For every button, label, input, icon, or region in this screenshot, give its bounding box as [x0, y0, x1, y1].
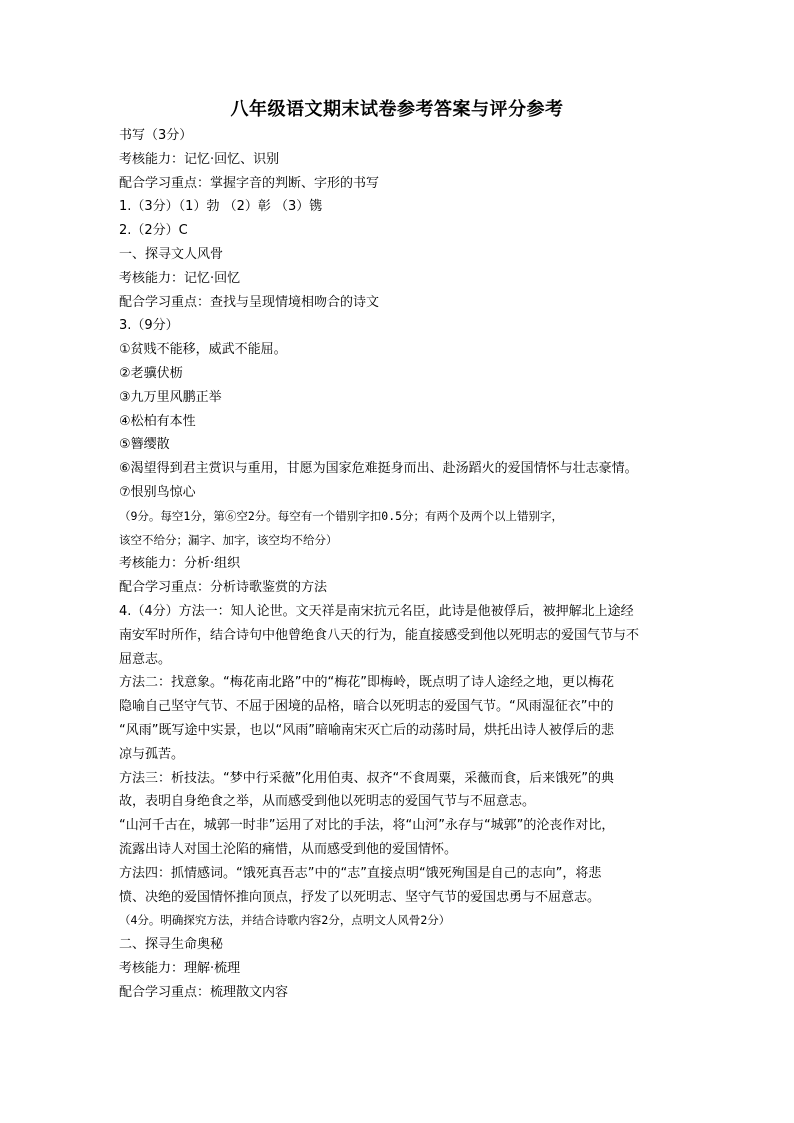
document-title: 八年级语文期末试卷参考答案与评分参考 — [230, 99, 564, 120]
answer-q3-item: ⑥渴望得到君主赏识与重用，甘愿为国家危难挺身而出、赴汤蹈火的爱国情怀与壮志豪情。 — [119, 461, 638, 477]
paragraph-line: 愤、决绝的爱国情怀推向顶点，抒发了以死明志、坚守气节的爱国忠勇与不屈意志。 — [119, 889, 601, 905]
focus-line: 配合学习重点：查找与呈现情境相吻合的诗文 — [119, 294, 380, 310]
paragraph-line: “山河千古在，城郭一时非”运用了对比的手法，将“山河”永存与“城郭”的沦丧作对比， — [119, 818, 615, 834]
answer-q3-item: ④松柏有本性 — [119, 413, 196, 429]
scoring-note-line: 该空不给分；漏字、加字，该空均不给分） — [119, 532, 338, 547]
paragraph-line: 南安军时所作，结合诗句中他曾绝食八天的行为，能直接感受到他以死明志的爱国气节与不 — [119, 627, 640, 643]
paragraph-line: 屈意志。 — [119, 651, 172, 667]
answer-q4-method1 — [119, 600, 687, 671]
paragraph-line: 凉与孤苦。 — [119, 746, 185, 762]
answer-q4-method4 — [119, 862, 687, 910]
focus-line: 配合学习重点：分析诗歌鉴赏的方法 — [119, 580, 328, 596]
scoring-note-line: （4分。明确探究方法，并结合诗歌内容2分，点明文人风骨2分） — [119, 913, 451, 928]
answer-q3-item: ①贫贱不能移，威武不能屈。 — [119, 342, 287, 358]
ability-line: 考核能力：理解·梳理 — [119, 960, 241, 976]
focus-line: 配合学习重点：掌握字音的判断、字形的书写 — [119, 175, 380, 191]
answer-q4-method2 — [119, 671, 687, 766]
ability-line: 考核能力：分析·组织 — [119, 556, 241, 572]
paragraph-line: 隐喻自己坚守气节、不屈于困境的品格，暗合以死明志的爱国气节。“风雨湿征衣”中的 — [119, 699, 614, 715]
document-body — [119, 124, 687, 1004]
answer-q1: 1.（3分）（1）勃 （2）彰 （3）镌 — [119, 199, 323, 215]
answer-q4-method3 — [119, 767, 687, 862]
ability-line: 考核能力：记忆·回忆 — [119, 270, 241, 286]
section-writing-heading: 书写（3分） — [119, 128, 193, 143]
answer-q3-item: ⑦恨别鸟惊心 — [119, 484, 196, 500]
answer-q2: 2.（2分）C — [119, 223, 188, 239]
ability-line: 考核能力：记忆·回忆、识别 — [119, 151, 280, 167]
scoring-note-line: （9分。每空1分，第⑥空2分。每空有一个错别字扣0.5分；有两个及两个以上错别字， — [119, 508, 564, 523]
paragraph-line: 4.（4分）方法一：知人论世。文天祥是南宋抗元名臣，此诗是他被俘后，被押解北上途经 — [119, 603, 634, 619]
answer-q3-item: ③九万里风鹏正举 — [119, 389, 222, 405]
paragraph-line: 方法四：抓情感词。“饿死真吾志”中的“志”直接点明“饿死殉国是自己的志向”，将悲 — [119, 865, 602, 881]
paragraph-line: 方法三：析技法。“梦中行采薇”化用伯夷、叔齐“不食周粟，采薇而食，后来饿死”的典 — [119, 770, 614, 786]
paragraph-line: 方法二：找意象。“梅花南北路”中的“梅花”即梅岭，既点明了诗人途经之地，更以梅花 — [119, 675, 614, 691]
section-one-heading: 一、探寻文人风骨 — [119, 246, 224, 262]
answer-q3-heading: 3.（9分） — [119, 318, 179, 334]
answer-q3-item: ②老骥伏枥 — [119, 365, 183, 381]
scoring-note — [119, 505, 687, 553]
paragraph-line: 流露出诗人对国土沦陷的痛惜，从而感受到他的爱国情怀。 — [119, 841, 458, 857]
scoring-note — [119, 909, 687, 933]
focus-line: 配合学习重点：梳理散文内容 — [119, 984, 289, 1000]
section-two-heading: 二、探寻生命奥秘 — [119, 937, 224, 953]
paragraph-line: 故，表明自身绝食之举，从而感受到他以死明志的爱国气节与不屈意志。 — [119, 794, 536, 810]
answer-q3-item: ⑤簪缨散 — [119, 437, 170, 453]
paragraph-line: “风雨”既写途中实景，也以“风雨”暗喻南宋灭亡后的动荡时局，烘托出诗人被俘后的悲 — [119, 722, 614, 738]
